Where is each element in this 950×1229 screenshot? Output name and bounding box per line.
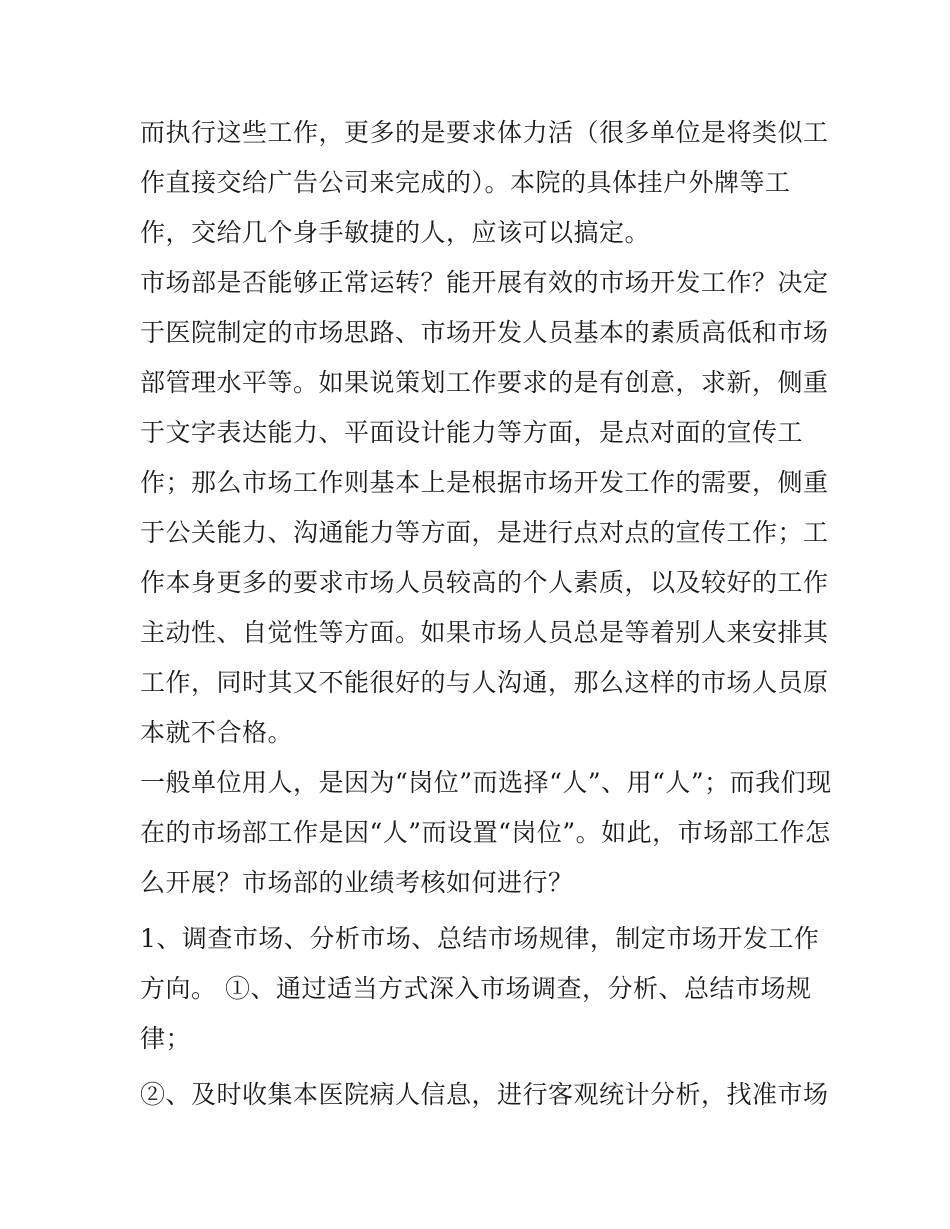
text-line: 作本身更多的要求市场人员较高的个人素质，以及较好的工作 bbox=[140, 568, 829, 597]
text-line: 1、调查市场、分析市场、总结市场规律，制定市场开发工作 bbox=[140, 924, 820, 953]
text-line: 而执行这些工作，更多的是要求体力活（很多单位是将类似工 bbox=[140, 118, 829, 147]
text-line: 市场部是否能够正常运转？能开展有效的市场开发工作？决定 bbox=[140, 268, 829, 297]
text-line: 于文字表达能力、平面设计能力等方面，是点对面的宣传工 bbox=[140, 418, 804, 447]
text-line: 一般单位用人，是因为“岗位”而选择“人”、用“人”；而我们现 bbox=[140, 768, 832, 797]
text-line: 工作，同时其又不能很好的与人沟通，那么这样的市场人员原 bbox=[140, 668, 829, 697]
text-line: 么开展？市场部的业绩考核如何进行？ bbox=[140, 868, 574, 897]
text-line: 作；那么市场工作则基本上是根据市场开发工作的需要，侧重 bbox=[140, 468, 829, 497]
text-line: 本就不合格。 bbox=[140, 718, 294, 747]
text-line: ②、及时收集本医院病人信息，进行客观统计分析，找准市场 bbox=[140, 1080, 829, 1109]
text-line: 律； bbox=[140, 1024, 192, 1053]
text-line: 作，交给几个身手敏捷的人，应该可以搞定。 bbox=[140, 218, 651, 247]
text-line: 于医院制定的市场思路、市场开发人员基本的素质高低和市场 bbox=[140, 318, 829, 347]
text-line: 作直接交给广告公司来完成的）。本院的具体挂户外牌等工 bbox=[140, 168, 791, 197]
text-line: 在的市场部工作是因“人”而设置“岗位”。如此，市场部工作怎 bbox=[140, 818, 831, 847]
text-line: 于公关能力、沟通能力等方面，是进行点对点的宣传工作；工 bbox=[140, 518, 829, 547]
text-line: 部管理水平等。如果说策划工作要求的是有创意，求新，侧重 bbox=[140, 368, 829, 397]
text-line: 方向。 ①、通过适当方式深入市场调查，分析、总结市场规 bbox=[140, 974, 812, 1003]
text-line: 主动性、自觉性等方面。如果市场人员总是等着别人来安排其 bbox=[140, 618, 829, 647]
